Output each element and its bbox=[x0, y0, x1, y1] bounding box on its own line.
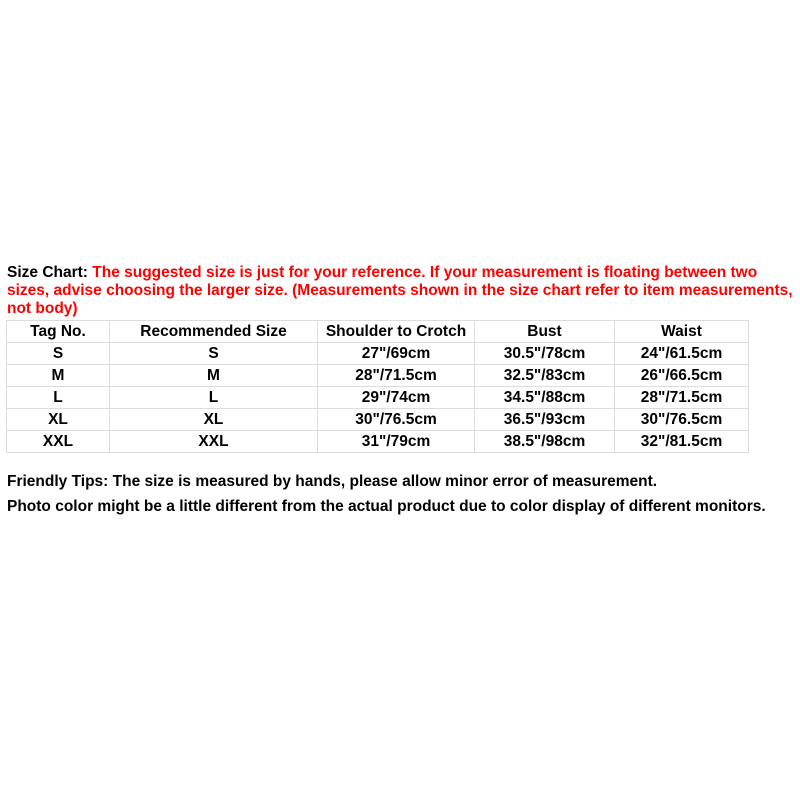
table-row bbox=[7, 343, 749, 365]
table-row bbox=[7, 387, 749, 409]
photo-color-note: Photo color might be a little different from the actual product due to color display of different monitors. bbox=[7, 498, 766, 515]
cell-waist: 24"/61.5cm bbox=[615, 343, 749, 365]
cell-bust: 38.5"/98cm bbox=[475, 431, 615, 453]
cell-tag-no: S bbox=[7, 343, 110, 365]
header-bust: Bust bbox=[475, 321, 615, 343]
cell-bust: 36.5"/93cm bbox=[475, 409, 615, 431]
cell-bust: 34.5"/88cm bbox=[475, 387, 615, 409]
cell-recommended-size: L bbox=[110, 387, 318, 409]
cell-tag-no: L bbox=[7, 387, 110, 409]
cell-waist: 30"/76.5cm bbox=[615, 409, 749, 431]
cell-tag-no: XXL bbox=[7, 431, 110, 453]
cell-shoulder-to-crotch: 28"/71.5cm bbox=[318, 365, 475, 387]
cell-tag-no: XL bbox=[7, 409, 110, 431]
cell-bust: 32.5"/83cm bbox=[475, 365, 615, 387]
cell-waist: 28"/71.5cm bbox=[615, 387, 749, 409]
table-row bbox=[7, 365, 749, 387]
cell-shoulder-to-crotch: 29"/74cm bbox=[318, 387, 475, 409]
cell-recommended-size: XXL bbox=[110, 431, 318, 453]
cell-bust: 30.5"/78cm bbox=[475, 343, 615, 365]
cell-shoulder-to-crotch: 31"/79cm bbox=[318, 431, 475, 453]
header-recommended-size: Recommended Size bbox=[110, 321, 318, 343]
cell-recommended-size: M bbox=[110, 365, 318, 387]
table-header-row bbox=[7, 321, 749, 343]
tips-section bbox=[7, 469, 797, 519]
size-chart-note: The suggested size is just for your reference. If your measurement is floating between two sizes, advise choosing the larger size. (Measurements shown in the size chart refer to item measurements, not body) bbox=[7, 264, 793, 317]
cell-tag-no: M bbox=[7, 365, 110, 387]
header-tag-no: Tag No. bbox=[7, 321, 110, 343]
table-row bbox=[7, 409, 749, 431]
header-waist: Waist bbox=[615, 321, 749, 343]
size-table bbox=[6, 320, 749, 453]
friendly-tips-text: Friendly Tips: The size is measured by hands, please allow minor error of measurement. bbox=[7, 473, 658, 490]
cell-waist: 26"/66.5cm bbox=[615, 365, 749, 387]
cell-waist: 32"/81.5cm bbox=[615, 431, 749, 453]
table-row bbox=[7, 431, 749, 453]
size-chart-label: Size Chart: bbox=[7, 264, 93, 281]
cell-recommended-size: XL bbox=[110, 409, 318, 431]
header-shoulder-to-crotch: Shoulder to Crotch bbox=[318, 321, 475, 343]
cell-recommended-size: S bbox=[110, 343, 318, 365]
cell-shoulder-to-crotch: 27"/69cm bbox=[318, 343, 475, 365]
size-chart-intro bbox=[7, 264, 797, 318]
cell-shoulder-to-crotch: 30"/76.5cm bbox=[318, 409, 475, 431]
